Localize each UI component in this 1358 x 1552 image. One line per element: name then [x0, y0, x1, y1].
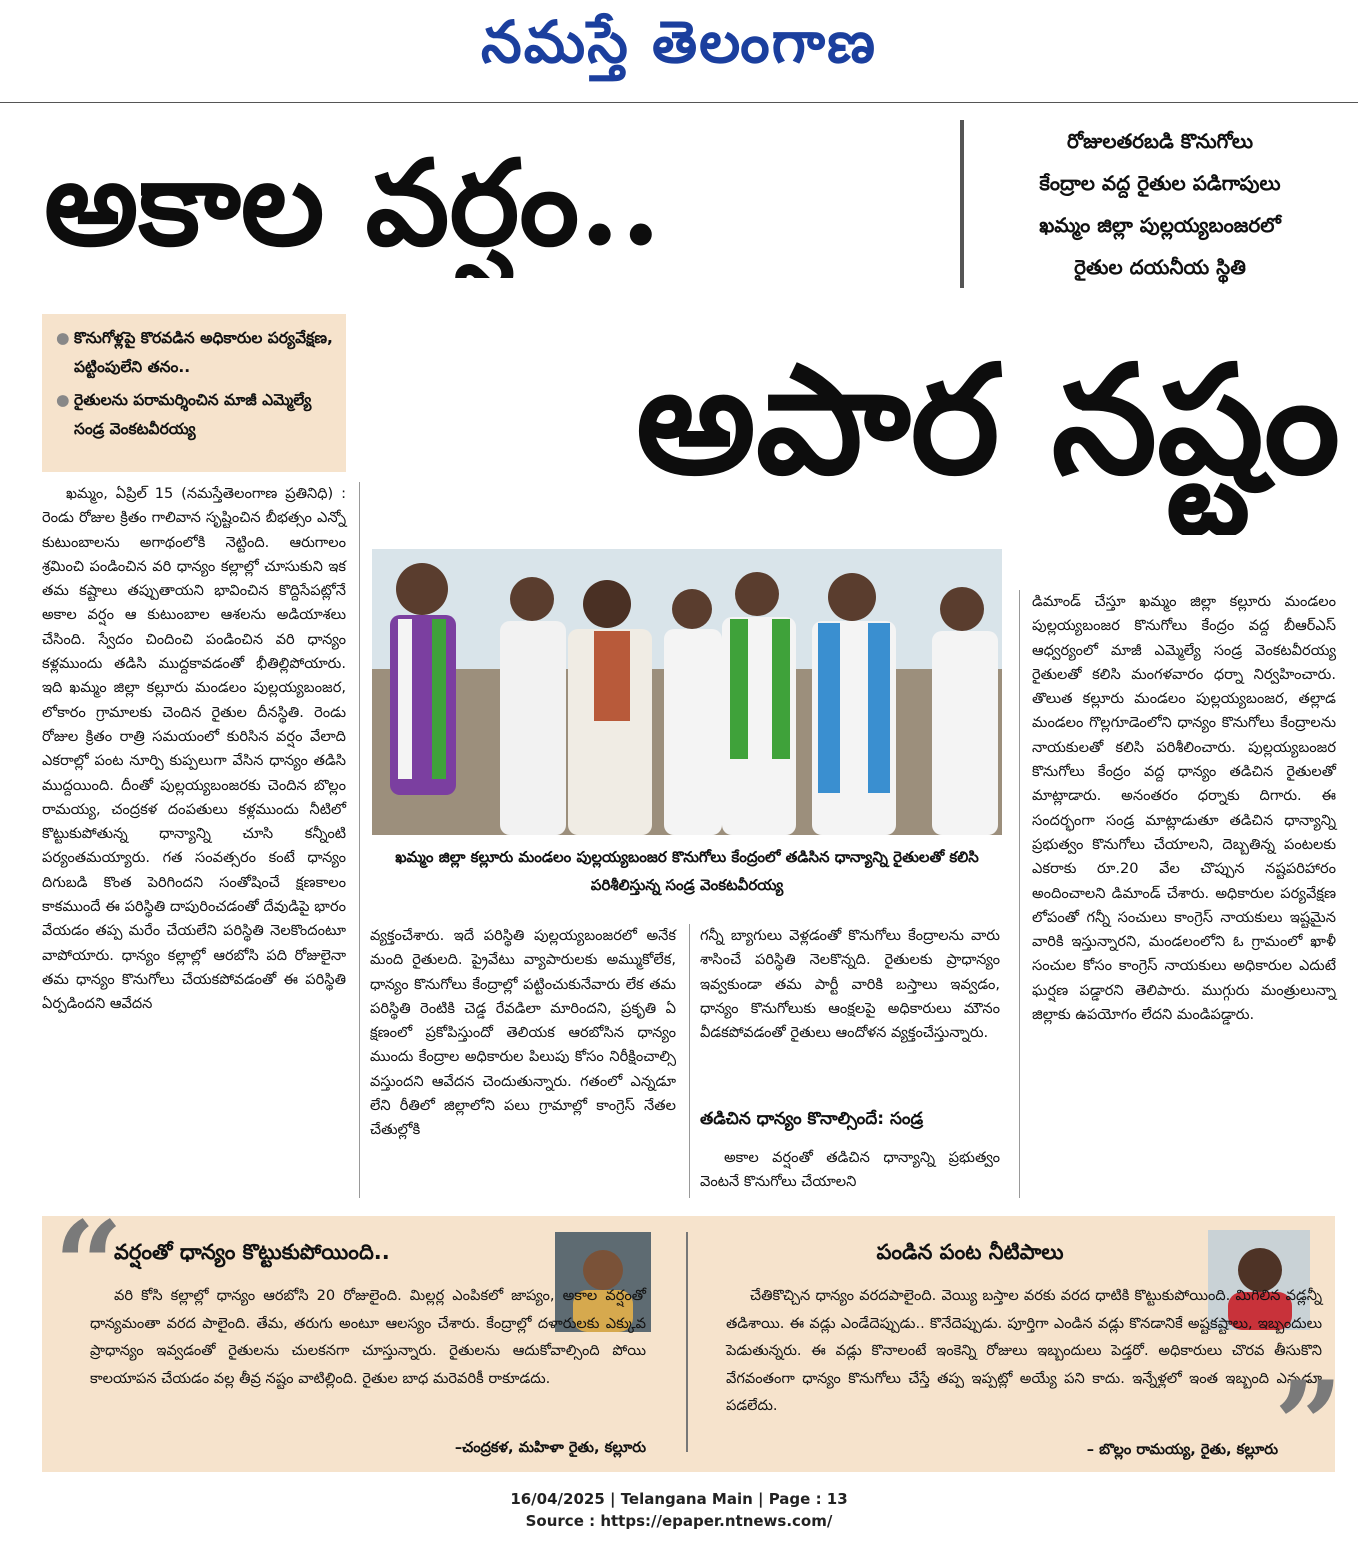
deck-line: ఖమ్మం జిల్లా పుల్లయ్యబంజరలో [1039, 213, 1281, 237]
quote-box-chandrakala [42, 1195, 686, 1472]
farmers-photo-illustration [372, 549, 1002, 835]
headline-line-2: అపార నష్టం [635, 332, 1340, 508]
masthead-divider [0, 102, 1358, 103]
newspaper-logo: నమస్తే తెలంగాణ [481, 8, 877, 76]
deck-divider [960, 120, 964, 288]
article-column-4 [1032, 590, 1336, 1027]
article-column-3 [700, 924, 1000, 1045]
article-column-3-continued [700, 1146, 1000, 1195]
page-footer [0, 1488, 1358, 1532]
photo-caption: ఖమ్మం జిల్లా కల్లూరు మండలం పుల్లయ్యబంజర కొనుగోలు కేంద్రంలో తడిసిన ధాన్యాన్ని రైతులతో కలిసి పరిశీలిస్తున్న సండ్ర వెంకటవీరయ్య [395, 848, 979, 894]
quote-title: వర్షంతో ధాన్యం కొట్టుకుపోయింది.. [114, 1240, 390, 1264]
quote-separator [686, 1232, 688, 1452]
article-text: గన్నీ బ్యాగులు వెళ్లడంతో కొనుగోలు కేంద్రాలను వారు శాసించే పరిస్థితి నెలకొన్నది. రైతులకు ప్రాధాన్యం ఇవ్వకుండా తమ పార్టీ వారికి బస్తాలు ఇవ్వడం, ధాన్యం కొనుగోలుకు ఆంక్షలపై అధికారులు మౌనం వీడకపోవడంతో రైతులు ఆందోళన వ్యక్తంచేస్తున్నారు. [700, 927, 1000, 1042]
deck-line: రోజులతరబడి కొనుగోలు [1066, 129, 1253, 153]
highlight-item: ● రైతులను పరామర్శించిన మాజీ ఎమ్మెల్యే సండ్ర వెంకటవీరయ్య [56, 386, 336, 444]
article-subhead: తడిచిన ధాన్యం కొనాల్సిందే: సండ్ర [700, 1109, 924, 1129]
deck-line: రైతుల దయనీయ స్థితి [1074, 255, 1246, 279]
quote-signature: –చంద్రకళ, మహిళా రైతు, కల్లూరు [454, 1439, 646, 1456]
news-photo [372, 549, 1002, 835]
column-rule [1019, 590, 1020, 1198]
bullet-icon: ● [56, 329, 70, 347]
article-column-1 [42, 482, 346, 1017]
deck [975, 120, 1345, 288]
deck-line: కేంద్రాల వద్ద రైతుల పడిగాపులు [1039, 171, 1281, 195]
article-text: అకాల వర్షంతో తడిచిన ధాన్యాన్ని ప్రభుత్వం వెంటనే కొనుగోలు చేయాలని [700, 1149, 1000, 1191]
open-quote-icon: “ [54, 1195, 124, 1336]
bullet-icon: ● [56, 391, 70, 409]
masthead [0, 0, 1358, 100]
article-column-2 [370, 924, 676, 1143]
column-rule [689, 924, 690, 1198]
headline-line-1: అకాల వర్షం.. [44, 133, 662, 272]
edition-info: 16/04/2025 | Telangana Main | Page : 13 [510, 1490, 848, 1508]
quote-body: వరి కోసి కల్లాల్లో ధాన్యం ఆరబోసి 20 రోజులైంది. మిల్లర్ల ఎంపికలో జాప్యం, అకాల వర్షంతో ధాన్యమంతా వరద పాలైంది. తేమ, తరుగు అంటూ ఆలస్యం చేశారు. కేంద్రాల్లో దళారులకు ఎక్కువ ప్రాధాన్యం ఇవ్వడంతో రైతులను చులకనగా చూస్తున్నారు. రైతులను ఆదుకోవాల్సింది పోయి కాలయాపన చేయడం వల్ల తీవ్ర నష్టం వాటిల్లింది. రైతుల బాధ మరెవరికీ రాకూడదు. [90, 1287, 646, 1387]
highlight-item: ● కొనుగోళ్లపై కొరవడిన అధికారుల పర్యవేక్షణ, పట్టింపులేని తనం.. [56, 324, 336, 382]
source-info: Source : https://epaper.ntnews.com/ [525, 1512, 833, 1530]
farmer-quotes-band [42, 1195, 1344, 1496]
article-text: డిమాండ్ చేస్తూ ఖమ్మం జిల్లా కల్లూరు మండలం పుల్లయ్యబంజర కొనుగోలు కేంద్రం వద్ద బీఆర్ఎస్ ఆధ్వర్యంలో మాజీ ఎమ్మెల్యే సండ్ర వెంకటవీరయ్య రైతులతో కలిసి మంగళవారం ధర్నా నిర్వహించారు. తొలుత కల్లూరు మండలం పుల్లయ్యబంజర, తల్లాడ మండలం గొల్లగూడెంలోని ధాన్యం కొనుగోలు కేంద్రాలను నాయకులతో కలిసి పరిశీలించారు. పుల్లయ్యబంజర కొనుగోలు కేంద్రం వద్ద ధాన్యం తడిచిన రైతులతో మాట్లాడారు. అనంతరం ధర్నాకు దిగారు. ఈ సందర్భంగా సండ్ర మాట్లాడుతూ తడిచిన ధాన్యాన్ని ప్రభుత్వం కొనుగోలు చేయాలని, దెబ్బతిన్న పంటలకు ఎకరాకు రూ.20 వేల చొప్పున నష్టపరిహారం అందించాలని డిమాండ్ చేశారు. అధికారుల పర్యవేక్షణ లోపంతో గన్నీ సంచులు కాంగ్రెస్ నాయకులు ఇష్టమైన వారికి ఇస్తున్నారని, మండలంలోని ఓ గ్రామంలో ఖాళీ సంచుల కోసం కాంగ్రెస్ నాయకులు అధికారుల ఎదుటే ఘర్షణ పడ్డారని తెలిపారు. ముగ్గురు మంత్రులున్నా జిల్లాకు ఉపయోగం లేదని మండిపడ్డారు. [1032, 593, 1336, 1024]
quote-box-ramayya [690, 1216, 1344, 1496]
article-text: వ్యక్తంచేశారు. ఇదే పరిస్థితి పుల్లయ్యబంజరలో అనేక మంది రైతులది. ప్రైవేటు వ్యాపారులకు అమ్ముకోలేక, ధాన్యం కొనుగోలు కేంద్రాల్లో పట్టించుకునేవారు లేక తమ పరిస్థితి రెంటికి చెడ్డ రేవడిలా మారిందని, ప్రకృతి ఏ క్షణంలో ప్రకోపిస్తుందో తెలియక ఆరబోసిన ధాన్యం ముందు కేంద్రాల అధికారుల పిలుపు కోసం నిరీక్షించాల్సి వస్తుందని ఆవేదన చెందుతున్నారు. గతంలో ఎన్నడూ లేని రీతిలో జిల్లాలోని పలు గ్రామాల్లో కాంగ్రెస్ నేతల చేతుల్లోకి [370, 927, 676, 1139]
quote-body: చేతికొచ్చిన ధాన్యం వరదపాలైంది. వెయ్యి బస్తాల వరకు వరద ధాటికి కొట్టుకుపోయింది. మిగిలిన వడ్లన్నీ తడిశాయి. ఈ వడ్లు ఎండేదెప్పుడు.. కొనేదెప్పుడు. పూర్తిగా ఎండిన వడ్లు కొనడానికే అష్టకష్టాలు, ఇబ్బందులు పెడుతున్నరు. ఈ వడ్లు కొనాలంటే ఇంకెన్ని రోజులు ఇబ్బందులు పెడ్తరో. అధికారులు చొరవ తీసుకొని వేగవంతంగా ధాన్యం కొనుగోలు చేస్తే తప్ప ఇప్పట్లో అయ్యే పని కాదు. ఇన్నేళ్లలో ఇంత ఇబ్బంది ఎన్నడూ పడలేదు. [726, 1287, 1322, 1414]
quote-signature: – బొల్లం రామయ్య, రైతు, కల్లూరు [1086, 1441, 1278, 1458]
column-rule [359, 482, 360, 1198]
article-text: ఖమ్మం, ఏప్రిల్ 15 (నమస్తేతెలంగాణ ప్రతినిధి) : రెండు రోజుల క్రితం గాలివాన సృష్టించిన బీభత్సం ఎన్నో కుటుంబాలను అగాథంలోకి నెట్టింది. ఆరుగాలం శ్రమించి పండించిన వరి ధాన్యం కల్లాల్లో చూసుకుని ఇక తమ కష్టాలు తప్పుతాయని భావించిన కొద్దిసేపట్లోనే అకాల వర్షం ఆ కుటుంబాల ఆశలను అడియాశలు చేసింది. స్వేదం చిందించి పండించిన వరి ధాన్యం కళ్లముందు తడిసి ముద్దకావడంతో భీతిల్లిపోయారు. ఇది ఖమ్మం జిల్లా కల్లూరు మండలం పుల్లయ్యబంజర, లోకారం గ్రామాలకు చెందిన రైతుల దీనస్థితి. రెండు రోజుల క్రితం రాత్రి సమయంలో కురిసిన వర్షం వేలాది ఎకరాల్లో పంట నూర్పి కుప్పలుగా వేసిన ధాన్యం తడిసి ముద్దయింది. దీంతో పుల్లయ్యబంజరకు చెందిన బొల్లం రామయ్య, చంద్రకళ దంపతులు కళ్లముందు నీటిలో కొట్టుకుపోతున్న ధాన్యాన్ని చూసి కన్నీంటి పర్యంతమయ్యారు. గత సంవత్సరం కంటే ధాన్యం దిగుబడి కొంత పెరిగిందని సంతోషించే క్షణకాలం కాకముందే ఈ పరిస్థితి దాపురించడంతో దేవుడిపై భారం వేయడం తప్ప మరేం చేయలేని పరిస్థితి నెలకొందంటూ వాపోయారు. ధాన్యం కల్లాల్లో ఆరబోసి పది రోజులైనా తమ ధాన్యం కొనుగోలు చేయకపోవడంతో ఈ పరిస్థితి ఏర్పడిందని ఆవేదన [42, 485, 346, 1013]
quote-title: పండిన పంట నీటిపాలు [876, 1240, 1064, 1264]
close-quote-icon: ” [1274, 1355, 1344, 1496]
highlights-box [42, 314, 346, 472]
